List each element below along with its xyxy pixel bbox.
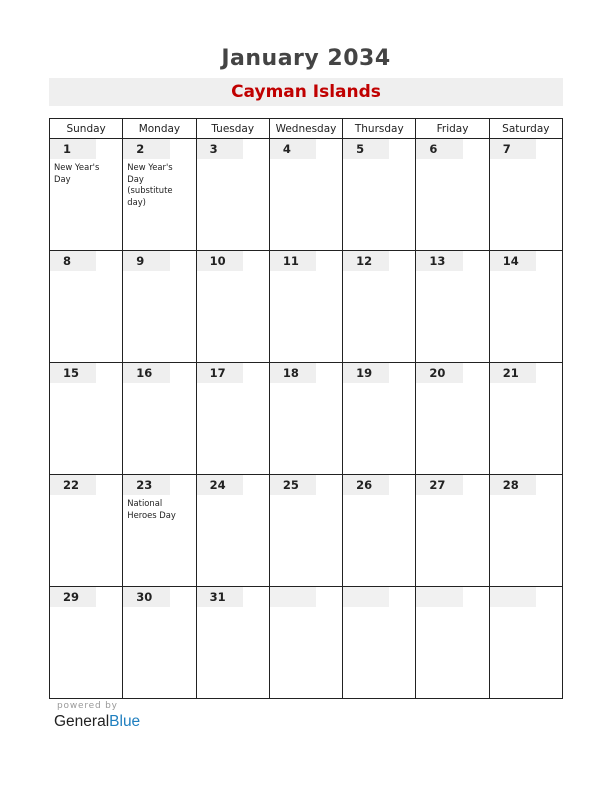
weekday-header: Monday	[123, 119, 196, 139]
day-number: 18	[270, 363, 316, 383]
day-cell	[196, 363, 269, 475]
day-number: 30	[123, 587, 169, 607]
day-cell	[343, 475, 416, 587]
day-cell	[123, 363, 196, 475]
holiday-label: National Heroes Day	[127, 498, 176, 520]
brand-blue: Blue	[109, 713, 141, 730]
calendar-grid	[49, 118, 563, 699]
day-number: 23	[123, 475, 169, 495]
day-number: 29	[50, 587, 96, 607]
day-cell	[50, 139, 123, 251]
holiday-label: New Year's Day (substitute day)	[127, 162, 173, 207]
day-number: 12	[343, 251, 389, 271]
week-row	[50, 363, 563, 475]
day-cell	[269, 587, 342, 699]
day-number: 6	[416, 139, 462, 159]
day-number: 20	[416, 363, 462, 383]
day-cell	[343, 363, 416, 475]
day-cell	[123, 139, 196, 251]
day-number: 26	[343, 475, 389, 495]
day-cell	[196, 475, 269, 587]
day-number: 1	[50, 139, 96, 159]
day-cell	[416, 139, 489, 251]
weekday-header: Thursday	[343, 119, 416, 139]
day-number: 5	[343, 139, 389, 159]
day-cell	[269, 139, 342, 251]
day-cell	[50, 251, 123, 363]
weekday-header: Wednesday	[269, 119, 342, 139]
week-row	[50, 475, 563, 587]
day-cell	[269, 251, 342, 363]
day-cell	[196, 139, 269, 251]
day-cell	[343, 139, 416, 251]
day-number: 4	[270, 139, 316, 159]
day-number: 8	[50, 251, 96, 271]
day-number	[416, 587, 462, 607]
brand-logo[interactable]	[54, 713, 140, 731]
day-number: 10	[197, 251, 243, 271]
weekday-header: Saturday	[489, 119, 562, 139]
day-cell	[123, 587, 196, 699]
week-row	[50, 587, 563, 699]
day-cell	[269, 363, 342, 475]
day-cell	[269, 475, 342, 587]
day-number: 15	[50, 363, 96, 383]
holiday-label: New Year's Day	[54, 162, 100, 184]
country-title: Cayman Islands	[49, 78, 563, 106]
day-cell	[343, 251, 416, 363]
day-number: 17	[197, 363, 243, 383]
day-number: 2	[123, 139, 169, 159]
weekday-header: Friday	[416, 119, 489, 139]
weekday-header: Tuesday	[196, 119, 269, 139]
day-cell	[50, 363, 123, 475]
day-cell	[50, 587, 123, 699]
day-number: 11	[270, 251, 316, 271]
day-number	[270, 587, 316, 607]
day-number: 9	[123, 251, 169, 271]
day-number: 22	[50, 475, 96, 495]
day-cell	[123, 251, 196, 363]
day-number: 31	[197, 587, 243, 607]
day-number: 16	[123, 363, 169, 383]
day-cell	[196, 251, 269, 363]
day-number: 28	[490, 475, 536, 495]
weekday-header: Sunday	[50, 119, 123, 139]
day-cell	[196, 587, 269, 699]
day-cell	[343, 587, 416, 699]
day-cell	[489, 363, 562, 475]
day-number: 19	[343, 363, 389, 383]
powered-by-label: powered by	[57, 701, 118, 711]
day-cell	[416, 251, 489, 363]
day-number: 13	[416, 251, 462, 271]
day-cell	[416, 475, 489, 587]
weekday-header-row	[50, 119, 563, 139]
week-row	[50, 139, 563, 251]
day-number: 25	[270, 475, 316, 495]
day-cell	[50, 475, 123, 587]
day-number: 21	[490, 363, 536, 383]
day-cell	[416, 587, 489, 699]
day-cell	[489, 587, 562, 699]
day-number: 7	[490, 139, 536, 159]
week-row	[50, 251, 563, 363]
day-cell	[416, 363, 489, 475]
page-title: January 2034	[221, 46, 391, 71]
day-cell	[489, 139, 562, 251]
day-cell	[123, 475, 196, 587]
day-cell	[489, 475, 562, 587]
day-number: 3	[197, 139, 243, 159]
day-number: 27	[416, 475, 462, 495]
day-number: 24	[197, 475, 243, 495]
brand-general: General	[54, 713, 110, 730]
day-number	[343, 587, 389, 607]
day-number: 14	[490, 251, 536, 271]
day-cell	[489, 251, 562, 363]
day-number	[490, 587, 536, 607]
